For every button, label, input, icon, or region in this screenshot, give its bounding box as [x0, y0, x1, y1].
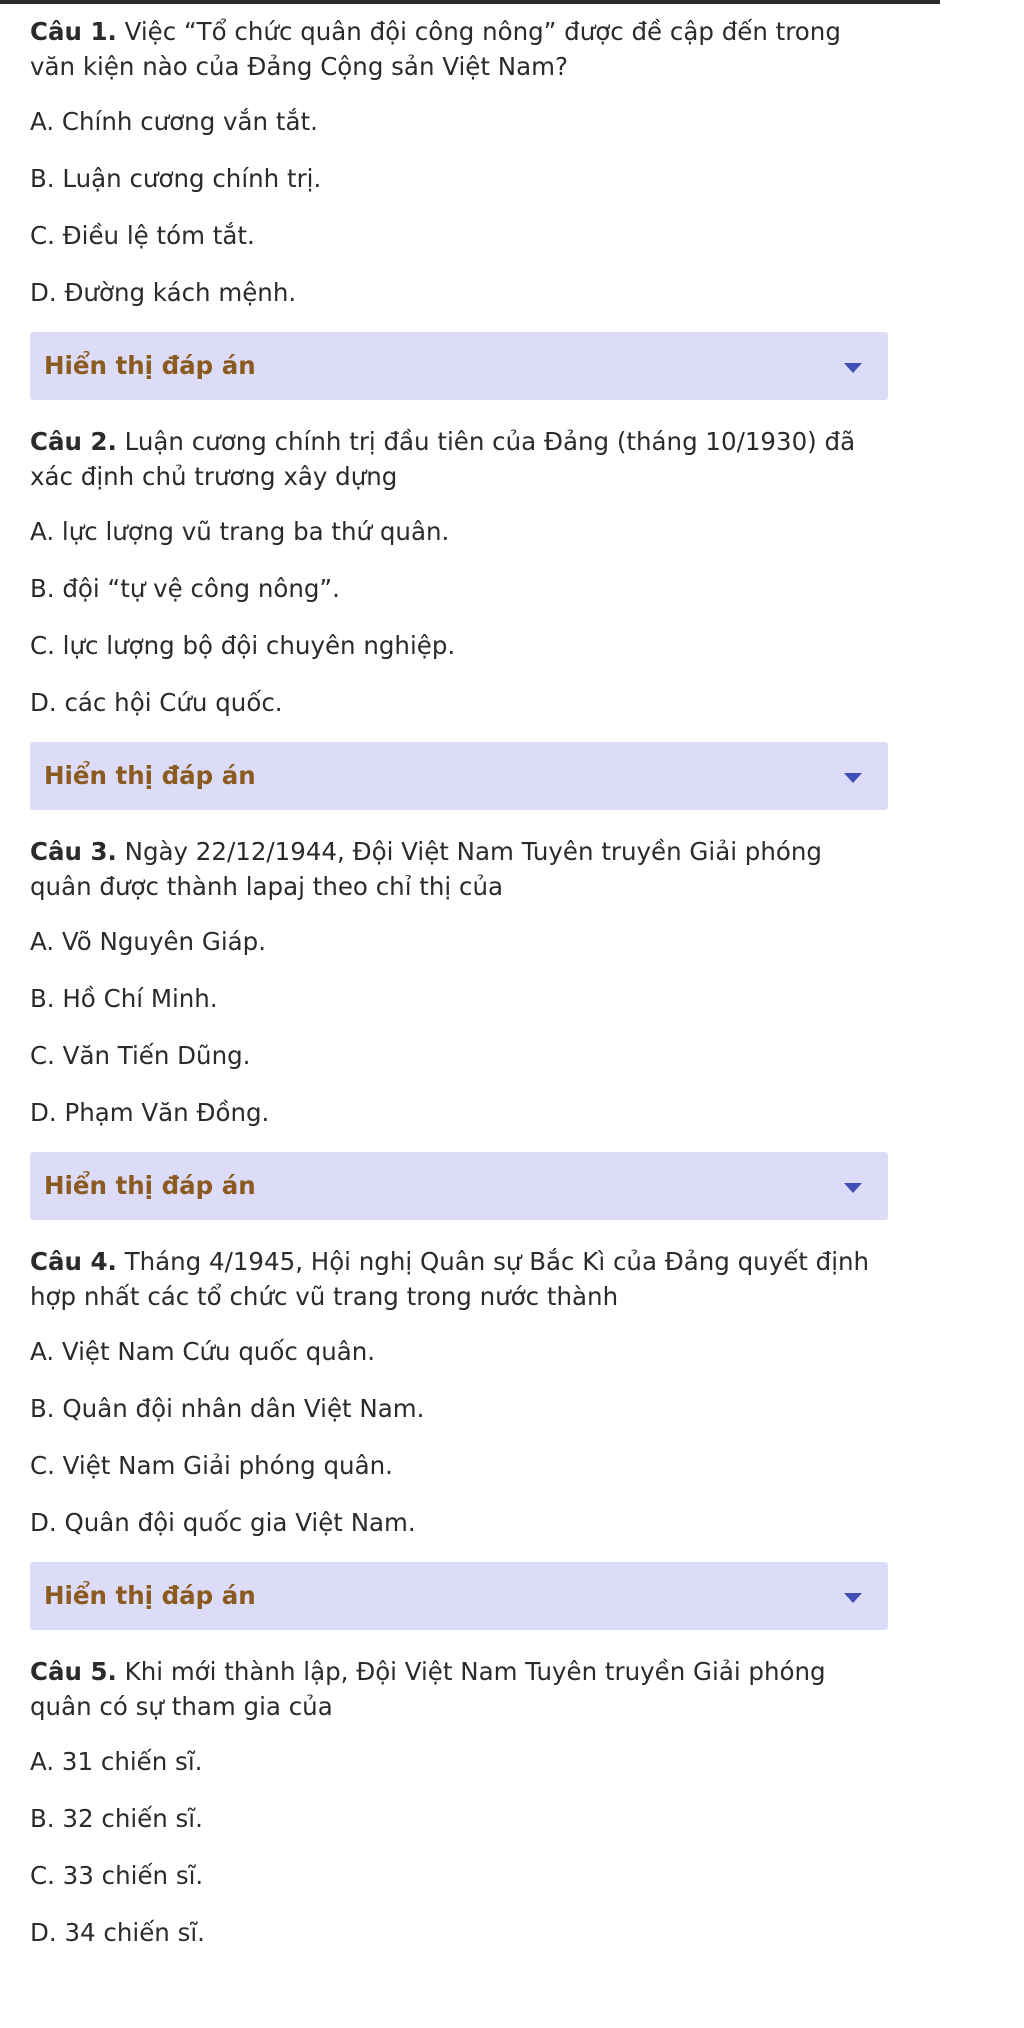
option-c[interactable]: C. Văn Tiến Dũng. — [30, 1041, 251, 1070]
show-answer-toggle[interactable] — [30, 742, 888, 810]
option-b[interactable]: B. 32 chiến sĩ. — [30, 1804, 203, 1833]
option-b[interactable]: B. Quân đội nhân dân Việt Nam. — [30, 1394, 425, 1423]
chevron-down-icon — [844, 1593, 862, 1603]
question-number: Câu 5. — [30, 1657, 117, 1686]
question-text: Tháng 4/1945, Hội nghị Quân sự Bắc Kì của Đảng quyết định hợp nhất các tổ chức vũ trang trong nước thành — [30, 1247, 870, 1311]
question-number: Câu 2. — [30, 427, 117, 456]
option-b[interactable]: B. Hồ Chí Minh. — [30, 984, 218, 1013]
question-text: Việc “Tổ chức quân đội công nông” được đề cập đến trong văn kiện nào của Đảng Cộng sản Việt Nam? — [30, 17, 841, 81]
question-text: Khi mới thành lập, Đội Việt Nam Tuyên truyền Giải phóng quân có sự tham gia của — [30, 1657, 826, 1721]
chevron-down-icon — [844, 773, 862, 783]
question-text: Luận cương chính trị đầu tiên của Đảng (tháng 10/1930) đã xác định chủ trương xây dựng — [30, 427, 856, 491]
question-5 — [30, 1652, 890, 1950]
chevron-down-icon — [844, 363, 862, 373]
option-d[interactable]: D. Đường kách mệnh. — [30, 278, 297, 307]
option-b[interactable]: B. Luận cương chính trị. — [30, 164, 322, 193]
option-c[interactable]: C. Điều lệ tóm tắt. — [30, 221, 255, 250]
question-number: Câu 3. — [30, 837, 117, 866]
option-c[interactable]: C. 33 chiến sĩ. — [30, 1861, 204, 1890]
question-number: Câu 4. — [30, 1247, 117, 1276]
option-a[interactable]: A. lực lượng vũ trang ba thứ quân. — [30, 517, 450, 546]
show-answer-label: Hiển thị đáp án — [44, 1581, 256, 1610]
chevron-down-icon — [844, 1183, 862, 1193]
option-a[interactable]: A. Chính cương vắn tắt. — [30, 107, 318, 136]
option-d[interactable]: D. 34 chiến sĩ. — [30, 1918, 205, 1947]
question-stem — [30, 12, 890, 84]
question-stem — [30, 422, 890, 494]
option-d[interactable]: D. Quân đội quốc gia Việt Nam. — [30, 1508, 416, 1537]
quiz-content — [30, 12, 890, 1974]
question-2 — [30, 422, 890, 810]
option-d[interactable]: D. Phạm Văn Đồng. — [30, 1098, 270, 1127]
option-b[interactable]: B. đội “tự vệ công nông”. — [30, 574, 340, 603]
question-stem — [30, 1242, 890, 1314]
show-answer-toggle[interactable] — [30, 1562, 888, 1630]
question-stem — [30, 1652, 890, 1724]
show-answer-label: Hiển thị đáp án — [44, 1171, 256, 1200]
question-stem — [30, 832, 890, 904]
top-divider — [0, 0, 940, 4]
option-a[interactable]: A. Việt Nam Cứu quốc quân. — [30, 1337, 376, 1366]
show-answer-label: Hiển thị đáp án — [44, 761, 256, 790]
question-4 — [30, 1242, 890, 1630]
option-a[interactable]: A. 31 chiến sĩ. — [30, 1747, 203, 1776]
question-number: Câu 1. — [30, 17, 117, 46]
show-answer-toggle[interactable] — [30, 332, 888, 400]
show-answer-label: Hiển thị đáp án — [44, 351, 256, 380]
show-answer-toggle[interactable] — [30, 1152, 888, 1220]
question-1 — [30, 12, 890, 400]
option-c[interactable]: C. lực lượng bộ đội chuyên nghiệp. — [30, 631, 456, 660]
option-d[interactable]: D. các hội Cứu quốc. — [30, 688, 283, 717]
question-3 — [30, 832, 890, 1220]
question-text: Ngày 22/12/1944, Đội Việt Nam Tuyên truyền Giải phóng quân được thành lapaj theo chỉ thị của — [30, 837, 822, 901]
option-c[interactable]: C. Việt Nam Giải phóng quân. — [30, 1451, 393, 1480]
option-a[interactable]: A. Võ Nguyên Giáp. — [30, 927, 266, 956]
